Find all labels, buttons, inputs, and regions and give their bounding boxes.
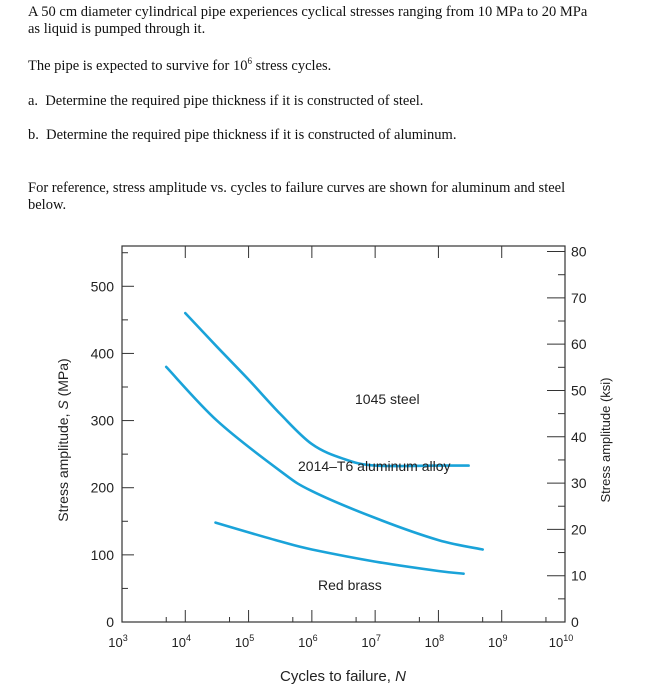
y-axis-label-left xyxy=(55,358,71,521)
y-right-tick-label-7: 70 xyxy=(571,289,587,306)
curves xyxy=(166,313,483,574)
y-axis-label-left-text: Stress amplitude, xyxy=(55,409,71,522)
y-axis-label-right: Stress amplitude (ksi) xyxy=(598,377,613,503)
axis-ticks xyxy=(122,246,565,622)
series-label-aluminum: 2014–T6 aluminum alloy xyxy=(298,458,451,474)
y-right-tick-label-4: 40 xyxy=(571,428,587,445)
y-right-tick-label-1: 10 xyxy=(571,567,587,584)
x-tick-exp-0: 3 xyxy=(122,633,128,643)
y-right-tick-label-6: 60 xyxy=(571,336,587,353)
y-right-tick-label-8: 80 xyxy=(571,243,587,260)
survive-exponent: 6 xyxy=(247,56,252,66)
part-a-text: Determine the required pipe thickness if it is constructed of steel. xyxy=(45,93,424,109)
x-tick-exp-5: 8 xyxy=(439,633,445,643)
part-a-marker: a. xyxy=(28,93,39,109)
x-tick-label-4: $10^7$ xyxy=(361,633,381,650)
y-right-tick-label-0: 0 xyxy=(571,614,579,630)
curve-red-brass xyxy=(216,523,464,574)
intro-line-1: A 50 cm diameter cylindrical pipe experiences cyclical stresses ranging from 10 MPa to 20 MPa xyxy=(28,4,588,20)
part-b-text: Determine the required pipe thickness if it is constructed of aluminum. xyxy=(46,127,457,143)
x-axis-label-text: Cycles to failure, xyxy=(280,668,396,685)
x-tick-exp-1: 4 xyxy=(186,633,192,643)
y-left-tick-label-1: 100 xyxy=(90,546,114,563)
y-left-tick-label-2: 200 xyxy=(90,479,114,496)
x-axis-label-var: N xyxy=(395,668,406,685)
plot-frame xyxy=(122,246,565,622)
reference-line-1: For reference, stress amplitude vs. cycles to failure curves are shown for aluminum and steel xyxy=(28,180,566,196)
part-b-marker: b. xyxy=(28,127,39,143)
x-axis-label xyxy=(280,668,406,685)
x-tick-label-0: $10^3$ xyxy=(108,633,128,650)
y-right-tick-label-5: 50 xyxy=(571,382,587,399)
x-tick-label-3: $10^6$ xyxy=(298,633,318,650)
intro-line-2: as liquid is pumped through it. xyxy=(28,21,206,37)
x-tick-label-2: $10^5$ xyxy=(234,633,255,650)
curve-1045-steel xyxy=(185,313,468,466)
x-tick-exp-3: 6 xyxy=(312,633,318,643)
series-label-red-brass: Red brass xyxy=(318,577,382,593)
y-left-tick-label-5: 500 xyxy=(90,278,114,295)
survive-text-end: stress cycles. xyxy=(251,58,332,74)
y-axis-label-left-unit: (MPa) xyxy=(55,358,71,401)
x-tick-label-6: $10^9$ xyxy=(487,633,508,650)
x-tick-exp-7: 10 xyxy=(563,633,574,643)
x-tick-label-5: $10^8$ xyxy=(424,633,445,650)
series-label-1045-steel: 1045 steel xyxy=(355,391,420,407)
survive-text: The pipe is expected to survive for 10 xyxy=(28,58,248,74)
y-axis-label-left-var: S xyxy=(55,400,71,410)
y-right-tick-label-2: 20 xyxy=(571,521,587,538)
y-left-tick-label-4: 400 xyxy=(90,345,114,362)
y-right-tick-label-3: 30 xyxy=(571,475,587,492)
x-tick-exp-2: 5 xyxy=(249,633,255,643)
y-left-tick-label-3: 300 xyxy=(90,412,114,429)
x-tick-exp-4: 7 xyxy=(375,633,381,643)
x-tick-exp-6: 9 xyxy=(502,633,508,643)
x-tick-label-1: $10^4$ xyxy=(171,633,192,650)
x-tick-label-7: $10^{10}$ xyxy=(548,633,574,650)
y-left-tick-label-0: 0 xyxy=(106,614,114,630)
reference-line-2: below. xyxy=(28,197,67,213)
